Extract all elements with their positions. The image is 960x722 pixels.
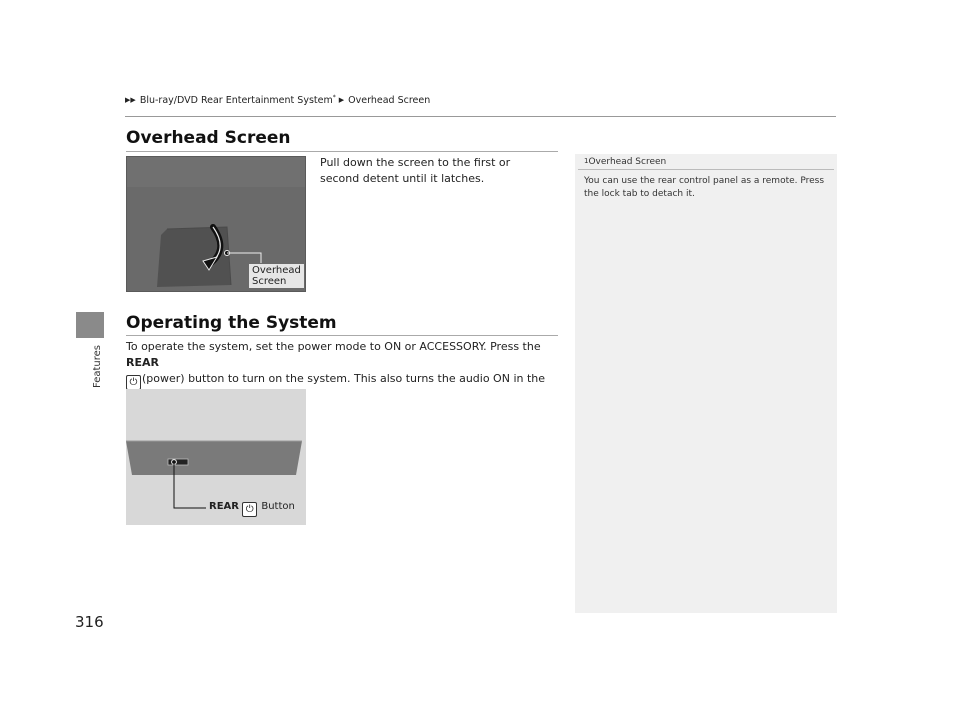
note-title-text: Overhead Screen xyxy=(588,157,667,167)
operating-title-rule xyxy=(126,335,558,336)
overhead-screen-title: Overhead Screen xyxy=(126,128,291,148)
note-divider xyxy=(578,169,834,170)
operating-system-title: Operating the System xyxy=(126,313,337,333)
rear-callout-text: Button xyxy=(261,501,295,512)
rear-callout-bold: REAR xyxy=(209,501,239,512)
overhead-screen-callout xyxy=(249,264,304,288)
overhead-callout-line2: Screen xyxy=(252,276,287,287)
header-divider xyxy=(125,116,836,117)
operating-text-after: (power) button to turn on the system. This also turns the audio ON in the xyxy=(142,372,546,385)
breadcrumb-parent[interactable]: Blu-ray/DVD Rear Entertainment System xyxy=(139,95,333,107)
overhead-instruction: Pull down the screen to the first or second detent until it latches. xyxy=(320,156,511,185)
note-marker: 1 xyxy=(584,157,589,165)
section-tab-label: Features xyxy=(92,345,103,388)
operating-text-before: To operate the system, set the power mode to ON or ACCESSORY. Press the xyxy=(126,340,541,353)
overhead-title-rule xyxy=(126,151,558,152)
overhead-screen-figure xyxy=(126,156,306,292)
breadcrumb-parent-mark: * xyxy=(332,94,336,101)
breadcrumb-arrow-icon: ▶▶ xyxy=(125,96,136,105)
operating-rear-word: REAR xyxy=(126,356,159,369)
power-icon: ⏻ xyxy=(126,375,141,390)
breadcrumb xyxy=(125,94,430,106)
overhead-callout-line1: Overhead xyxy=(252,265,301,276)
breadcrumb-separator-icon: ▶ xyxy=(338,96,345,105)
rear-button-callout xyxy=(209,501,295,517)
rear-button-figure xyxy=(126,389,306,525)
page-number: 316 xyxy=(75,613,104,631)
note-panel xyxy=(575,154,837,613)
note-title xyxy=(584,157,666,167)
section-tab xyxy=(76,312,104,338)
power-icon: ⏻ xyxy=(242,502,257,517)
note-body: You can use the rear control panel as a remote. Press the lock tab to detach it. xyxy=(584,176,825,199)
breadcrumb-current: Overhead Screen xyxy=(348,95,431,107)
